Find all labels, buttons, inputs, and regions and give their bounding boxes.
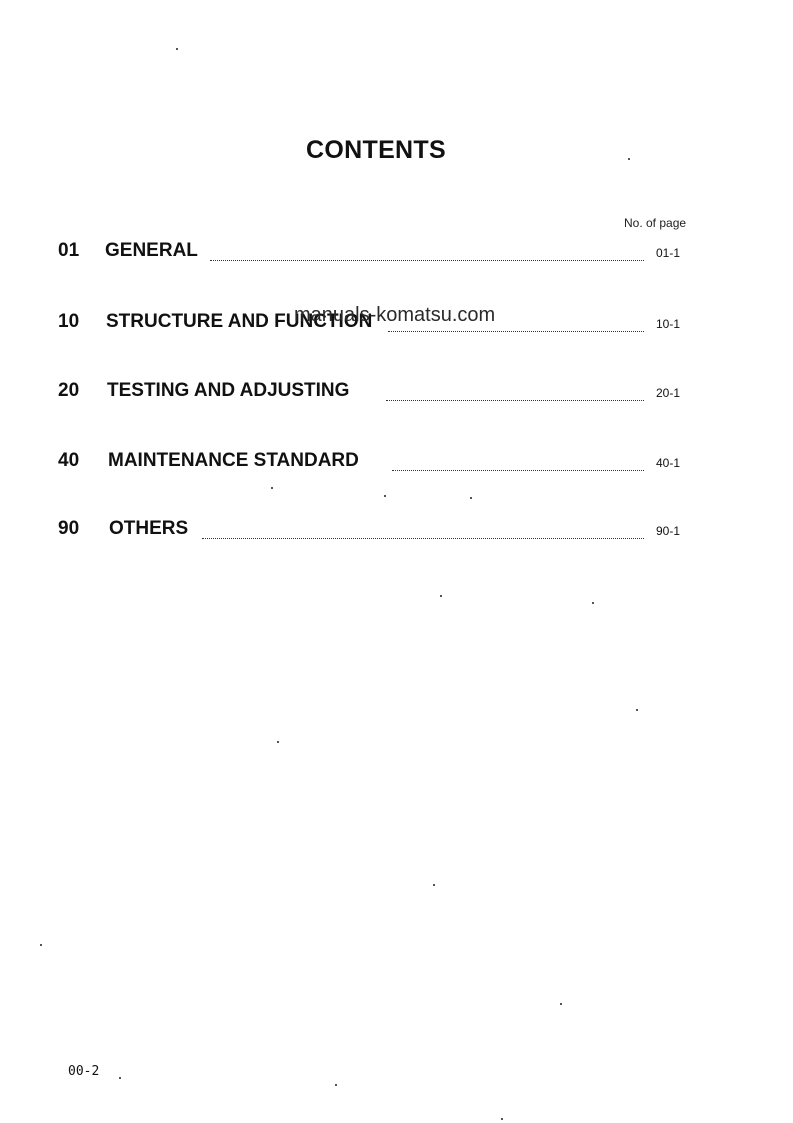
scan-speck <box>176 48 178 50</box>
scan-speck <box>560 1003 562 1005</box>
toc-page-number: 01-1 <box>655 246 680 260</box>
page-title: CONTENTS <box>306 136 446 164</box>
toc-page-number: 40-1 <box>655 456 680 470</box>
page-column-header: No. of page <box>624 216 687 230</box>
toc-page-number: 10-1 <box>655 317 680 331</box>
dot-leader <box>392 470 644 471</box>
toc-entry-maintenance-standard[interactable] <box>58 450 680 476</box>
watermark-text: manuals-komatsu.com <box>294 304 496 326</box>
dot-leader <box>202 538 644 539</box>
toc-section-number: 90 <box>58 518 80 539</box>
toc-section-title: MAINTENANCE STANDARD <box>108 450 363 472</box>
scan-speck <box>433 884 435 886</box>
scan-speck <box>335 1084 337 1086</box>
scan-speck <box>384 495 386 497</box>
scan-speck <box>501 1118 503 1120</box>
dot-leader <box>386 400 644 401</box>
scan-speck <box>271 487 273 489</box>
toc-entry-others[interactable] <box>58 518 680 544</box>
scan-speck <box>636 709 638 711</box>
scan-speck <box>119 1077 121 1079</box>
toc-page-number: 90-1 <box>655 524 680 538</box>
scan-speck <box>592 602 594 604</box>
toc-section-number: 20 <box>58 380 80 401</box>
dot-leader <box>210 260 644 261</box>
toc-section-number: 10 <box>58 311 80 332</box>
toc-entry-testing-and-adjusting[interactable] <box>58 380 680 406</box>
toc-section-number: 40 <box>58 450 80 471</box>
scan-speck <box>628 158 630 160</box>
scan-speck <box>277 741 279 743</box>
toc-section-title: GENERAL <box>105 240 202 262</box>
dot-leader <box>388 331 644 332</box>
toc-entry-general[interactable] <box>58 240 680 266</box>
scan-speck <box>440 595 442 597</box>
scan-speck <box>470 497 472 499</box>
toc-page-number: 20-1 <box>655 386 680 400</box>
toc-section-title: TESTING AND ADJUSTING <box>107 380 353 402</box>
footer-page-number: 00-2 <box>68 1064 100 1079</box>
scan-speck <box>40 944 42 946</box>
toc-section-number: 01 <box>58 240 80 261</box>
toc-section-title: OTHERS <box>109 518 192 540</box>
toc-section-title: STRUCTURE AND FUNCTION <box>106 311 376 333</box>
